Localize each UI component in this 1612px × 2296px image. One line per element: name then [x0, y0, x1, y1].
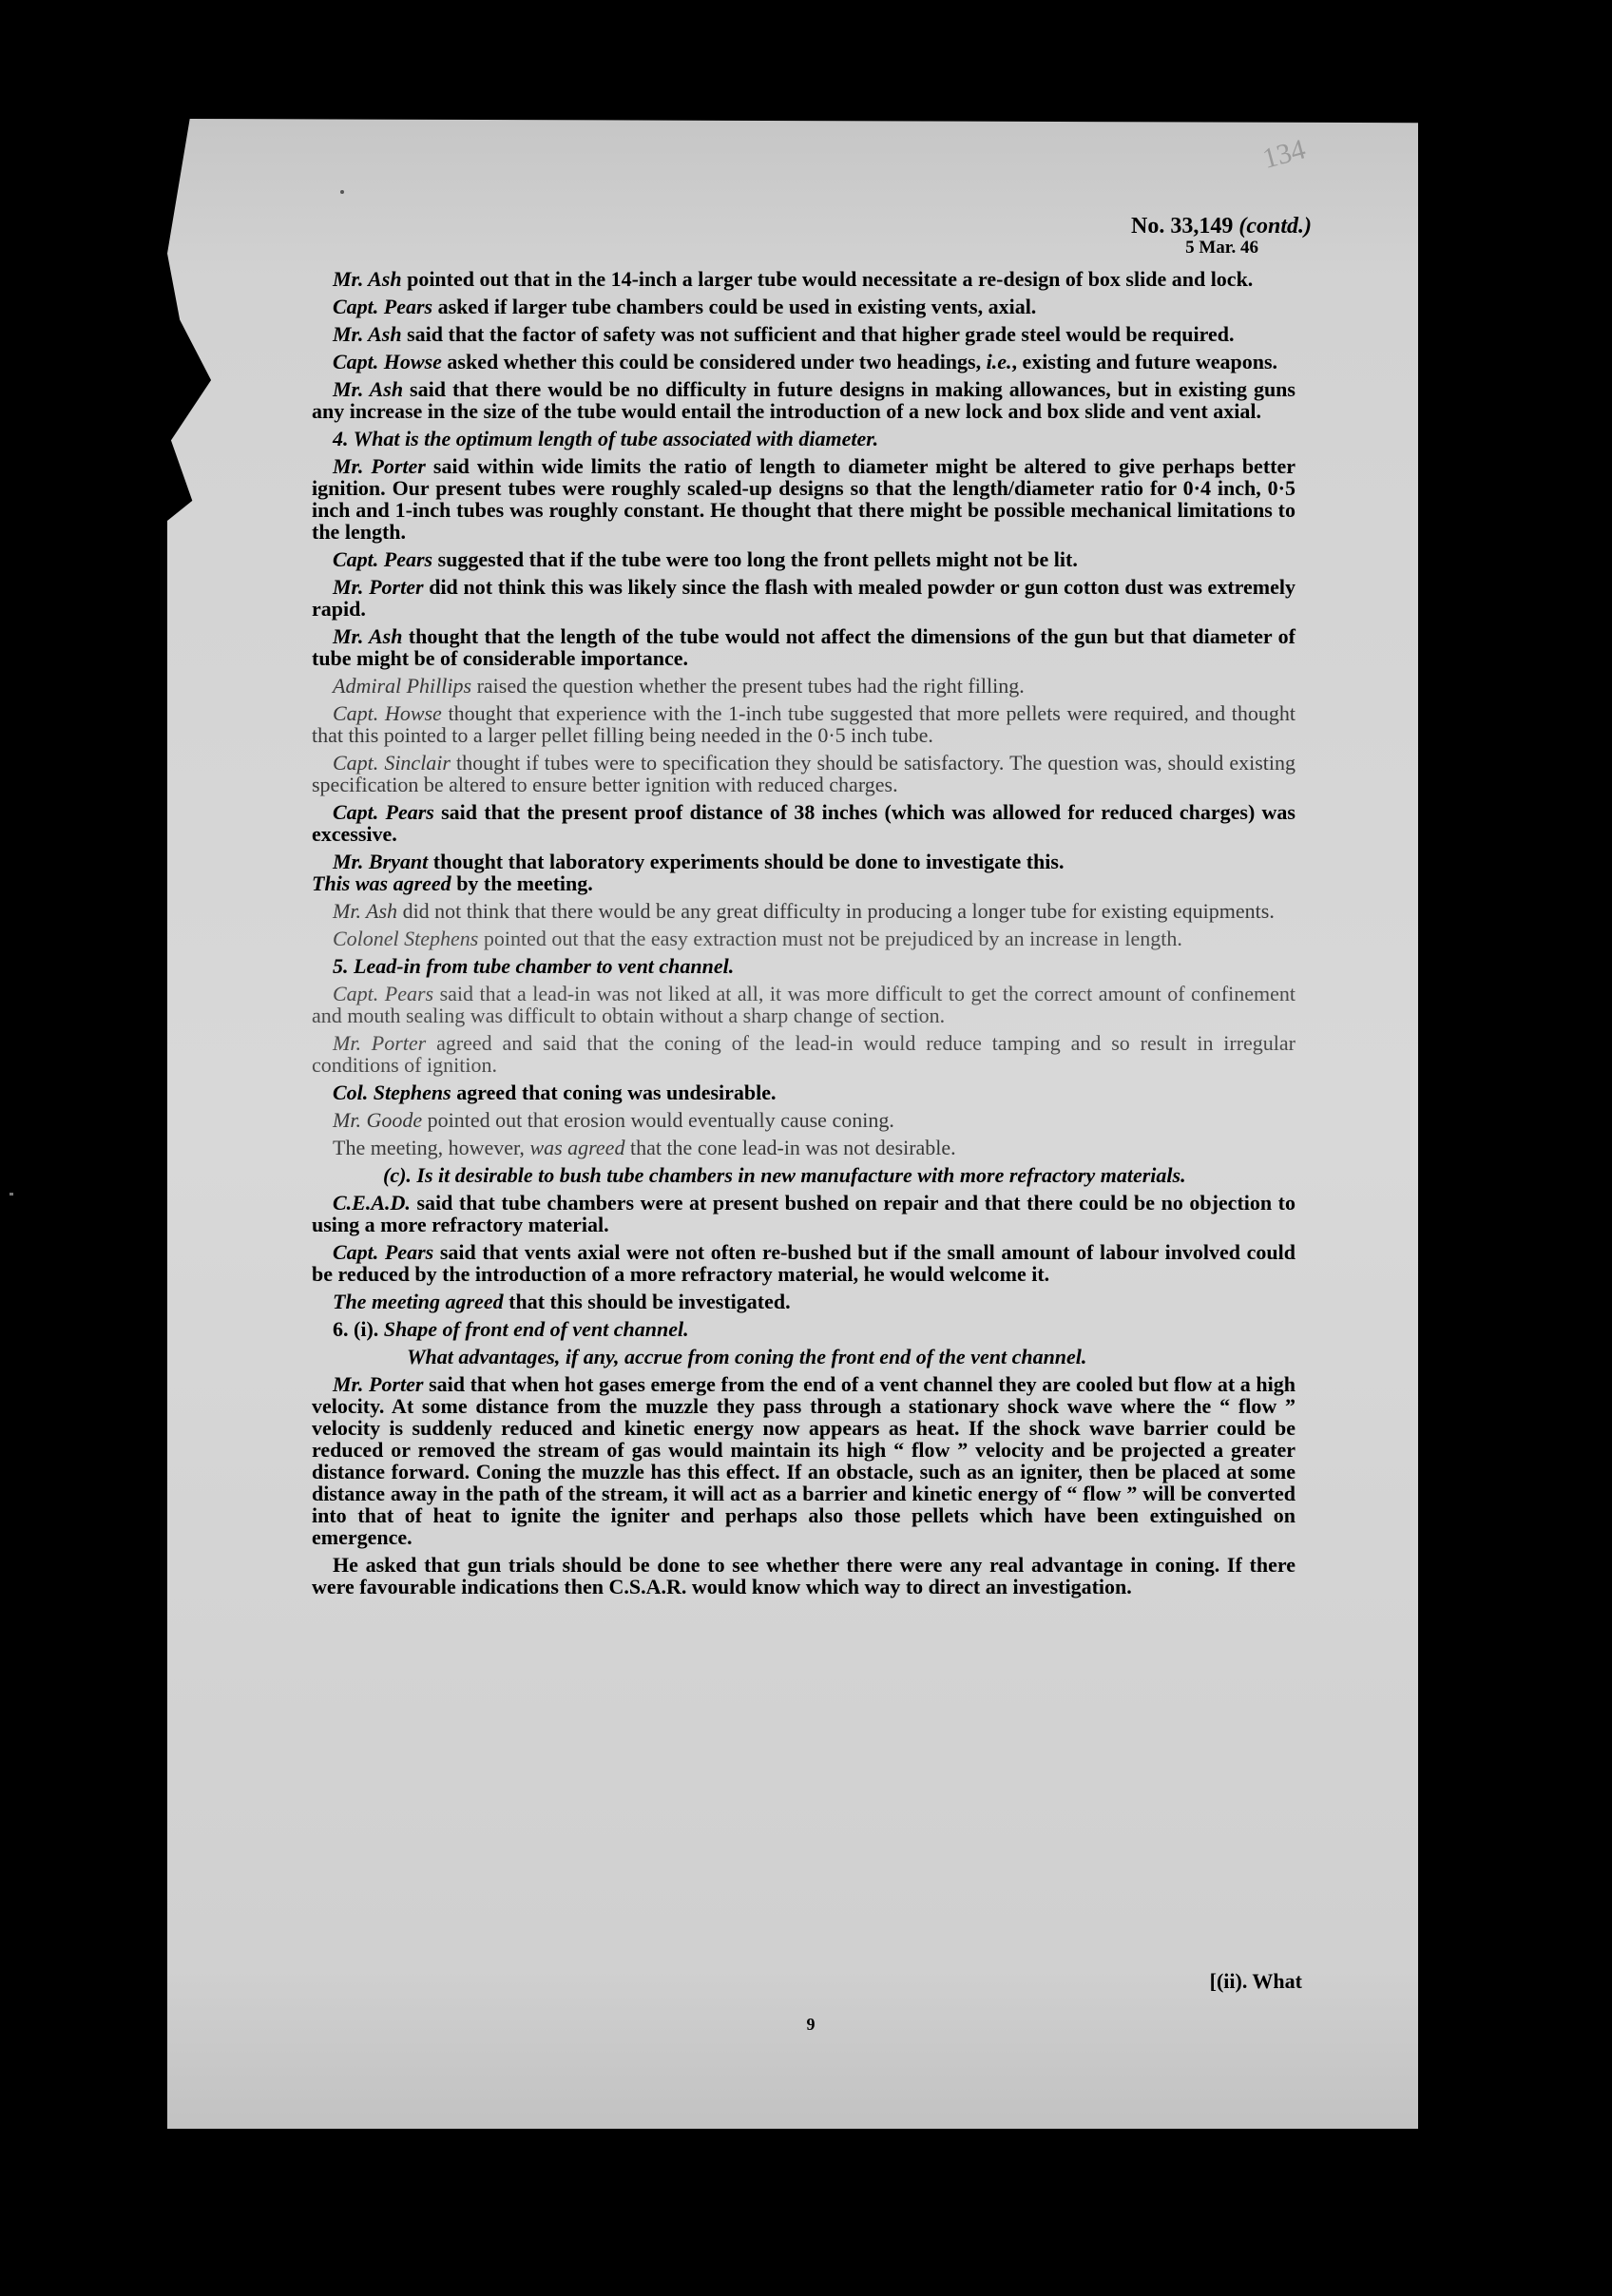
paragraph-text: did not think that there would be any great difficulty in producing a longer tube for existing equipments. [397, 899, 1275, 923]
paragraph-text: pointed out that in the 14-inch a larger tube would necessitate a re-design of box slide and lock. [401, 267, 1254, 291]
paragraph [312, 323, 1295, 345]
paragraph [312, 351, 1295, 373]
document-number-text: No. 33,149 [1131, 214, 1234, 239]
emphasis: i.e. [986, 350, 1012, 373]
speaker: Capt. Pears [333, 800, 434, 824]
paragraph-text: agreed and said that the coning of the lead-in would reduce tamping and so result in irregular conditions of ignition. [312, 1031, 1296, 1077]
paragraph-text: by the meeting. [451, 871, 593, 895]
document-header [1084, 215, 1312, 258]
paragraph-text: raised the question whether the present tubes had the right filling. [471, 674, 1025, 698]
emphasis: was agreed [529, 1136, 625, 1159]
paragraph [312, 378, 1295, 422]
paragraph-text: said that the factor of safety was not sufficient and that higher grade steel would be required. [401, 322, 1235, 346]
paragraph [312, 983, 1295, 1026]
paragraph [312, 1291, 1295, 1312]
paragraph [312, 1032, 1295, 1076]
page-number: 9 [806, 2015, 816, 2034]
speaker: Capt. Howse [333, 350, 442, 373]
paragraph-text: said that vents axial were not often re-bushed but if the small amount of labour involved could be reduced by the introduction of a more refractory material, he would welcome it. [312, 1240, 1295, 1286]
paragraph [312, 576, 1295, 620]
speaker: Capt. Pears [333, 295, 433, 318]
speaker: Admiral Phillips [333, 674, 472, 698]
paragraph-text: thought if tubes were to specification they should be satisfactory. The question was, should existing specification be altered to ensure better ignition with reduced charges. [312, 751, 1295, 796]
paragraph [312, 1137, 1295, 1158]
minutes-body [312, 268, 1295, 1603]
paragraph-text: agreed that coning was undesirable. [451, 1081, 777, 1104]
speaker: Mr. Porter [333, 1372, 424, 1396]
speaker: The meeting agreed [333, 1290, 504, 1313]
paragraph-text: , existing and future weapons. [1011, 350, 1278, 373]
speaker: Capt. Pears [333, 547, 433, 571]
paragraph [312, 268, 1295, 290]
paragraph-text: said that the present proof distance of 38 inches (which was allowed for reduced charges) was excessive. [312, 800, 1295, 846]
paragraph [312, 1109, 1295, 1131]
emphasis: This was agreed [312, 871, 451, 895]
paragraph-text: said that tube chambers were at present bushed on repair and that there could be no objection to using a more refractory material. [312, 1191, 1295, 1236]
paragraph-text: said that when hot gases emerge from the end of a vent channel they are cooled but flow at a high velocity. At some distance from the muzzle they pass through a stationary shock wave where the “ flow ” velocity is suddenly reduced and kinetic energy now appears as heat. If the shock wave barrier could be reduced or removed the stream of gas would maintain its high “ flow ” velocity and be projected a greater distance forward. Coning the muzzle has this effect. If an obstacle, such as an igniter, then be placed at some distance away in the path of the stream, it will act as a barrier and kinetic energy of “ flow ” will be converted into that of heat to ignite the igniter and perhaps also those pellets which have been extinguished on emergence. [312, 1372, 1295, 1549]
paragraph [312, 702, 1295, 746]
paragraph [312, 548, 1295, 570]
paragraph-text: thought that laboratory experiments should be done to investigate this. [428, 850, 1065, 873]
speaker: Mr. Ash [333, 624, 403, 648]
section-title: Shape of front end of vent channel. [383, 1317, 689, 1341]
speaker: Capt. Pears [333, 982, 434, 1005]
paragraph-text: suggested that if the tube were too long the front pellets might not be lit. [432, 547, 1078, 571]
speaker: Mr. Bryant [333, 850, 429, 873]
speaker: C.E.A.D. [333, 1191, 411, 1215]
speaker: Mr. Porter [333, 1031, 427, 1055]
paragraph [312, 928, 1295, 949]
speaker: Capt. Sinclair [333, 751, 451, 775]
section-heading [312, 1318, 1295, 1340]
section-question: What advantages, if any, accrue from coning the front end of the vent channel. [407, 1345, 1087, 1368]
paragraph [312, 675, 1295, 697]
paragraph-text: said within wide limits the ratio of length to diameter might be altered to give perhaps better ignition. Our present tubes were roughly scaled-up designs so that the length/diameter ratio for 0·4 inch, 0·5 inch and 1-inch tubes was roughly constant. He thought that there might be possible mechanical limitations to the length. [312, 454, 1295, 544]
speaker: Mr. Ash [333, 377, 404, 401]
paragraph [312, 801, 1295, 845]
paragraph [312, 1192, 1295, 1235]
scan-speck [340, 190, 344, 194]
paragraph [312, 1081, 1295, 1103]
paragraph [312, 851, 1295, 894]
section-heading: 5. Lead-in from tube chamber to vent channel. [333, 954, 735, 978]
paragraph [312, 752, 1295, 795]
speaker: Mr. Ash [333, 322, 402, 346]
paragraph [312, 296, 1295, 317]
paragraph-text: said that there would be no difficulty in future designs in making allowances, but in existing guns any increase in the size of the tube would entail the introduction of a new lock and box slide and vent axial. [312, 377, 1295, 423]
speaker: Mr. Porter [333, 575, 424, 599]
section-heading: 4. What is the optimum length of tube associated with diameter. [333, 427, 879, 450]
section-subheading: (c). Is it desirable to bush tube chambers in new manufacture with more refractory materials. [383, 1163, 1186, 1187]
paragraph [312, 1373, 1295, 1548]
paragraph [312, 455, 1295, 543]
speaker: Colonel Stephens [333, 927, 479, 950]
speaker: Capt. Howse [333, 701, 442, 725]
paragraph [312, 900, 1295, 922]
continued-marker: (contd.) [1238, 214, 1312, 239]
speaker: Mr. Ash [333, 267, 402, 291]
paragraph-text: pointed out that the easy extraction must not be prejudiced by an increase in length. [478, 927, 1182, 950]
paragraph-text: that this should be investigated. [503, 1290, 791, 1313]
paragraph [312, 625, 1295, 669]
paragraph-text: thought that the length of the tube would not affect the dimensions of the gun but that diameter of tube might be of considerable importance. [312, 624, 1295, 670]
catchword: [(ii). What [1209, 1969, 1302, 1993]
paragraph-text: The meeting, however, [333, 1136, 530, 1159]
speaker: Mr. Goode [333, 1108, 423, 1132]
paragraph-text: that the cone lead-in was not desirable. [624, 1136, 956, 1159]
section-number: 6. (i). [333, 1317, 384, 1341]
paragraph-text: asked whether this could be considered under two headings, [441, 350, 987, 373]
scan-speck [10, 1193, 13, 1196]
paragraph [312, 1241, 1295, 1285]
paragraph-text: asked if larger tube chambers could be used in existing vents, axial. [432, 295, 1037, 318]
speaker: Col. Stephens [333, 1081, 451, 1104]
speaker: Mr. Porter [333, 454, 426, 478]
document-date: 5 Mar. 46 [1185, 238, 1258, 258]
speaker: Capt. Pears [333, 1240, 434, 1264]
paragraph-text: said that a lead-in was not liked at all, it was more difficult to get the correct amount of confinement and mouth sealing was difficult to obtain without a sharp change of section. [312, 982, 1295, 1027]
paragraph: He asked that gun trials should be done to see whether there were any real advantage in coning. If there were favourable indications then C.S.A.R. would know which way to direct an investigation. [312, 1553, 1295, 1598]
paragraph-text: did not think this was likely since the flash with mealed powder or gun cotton dust was extremely rapid. [312, 575, 1295, 621]
margin-pencil-mark: 134 [1258, 133, 1309, 175]
document-number [1084, 215, 1312, 239]
speaker: Mr. Ash [333, 899, 398, 923]
paragraph-text: pointed out that erosion would eventually cause coning. [422, 1108, 894, 1132]
paragraph-text: thought that experience with the 1-inch tube suggested that more pellets were required, and thought that this pointed to a larger pellet filling being needed in the 0·5 inch tube. [312, 701, 1295, 747]
